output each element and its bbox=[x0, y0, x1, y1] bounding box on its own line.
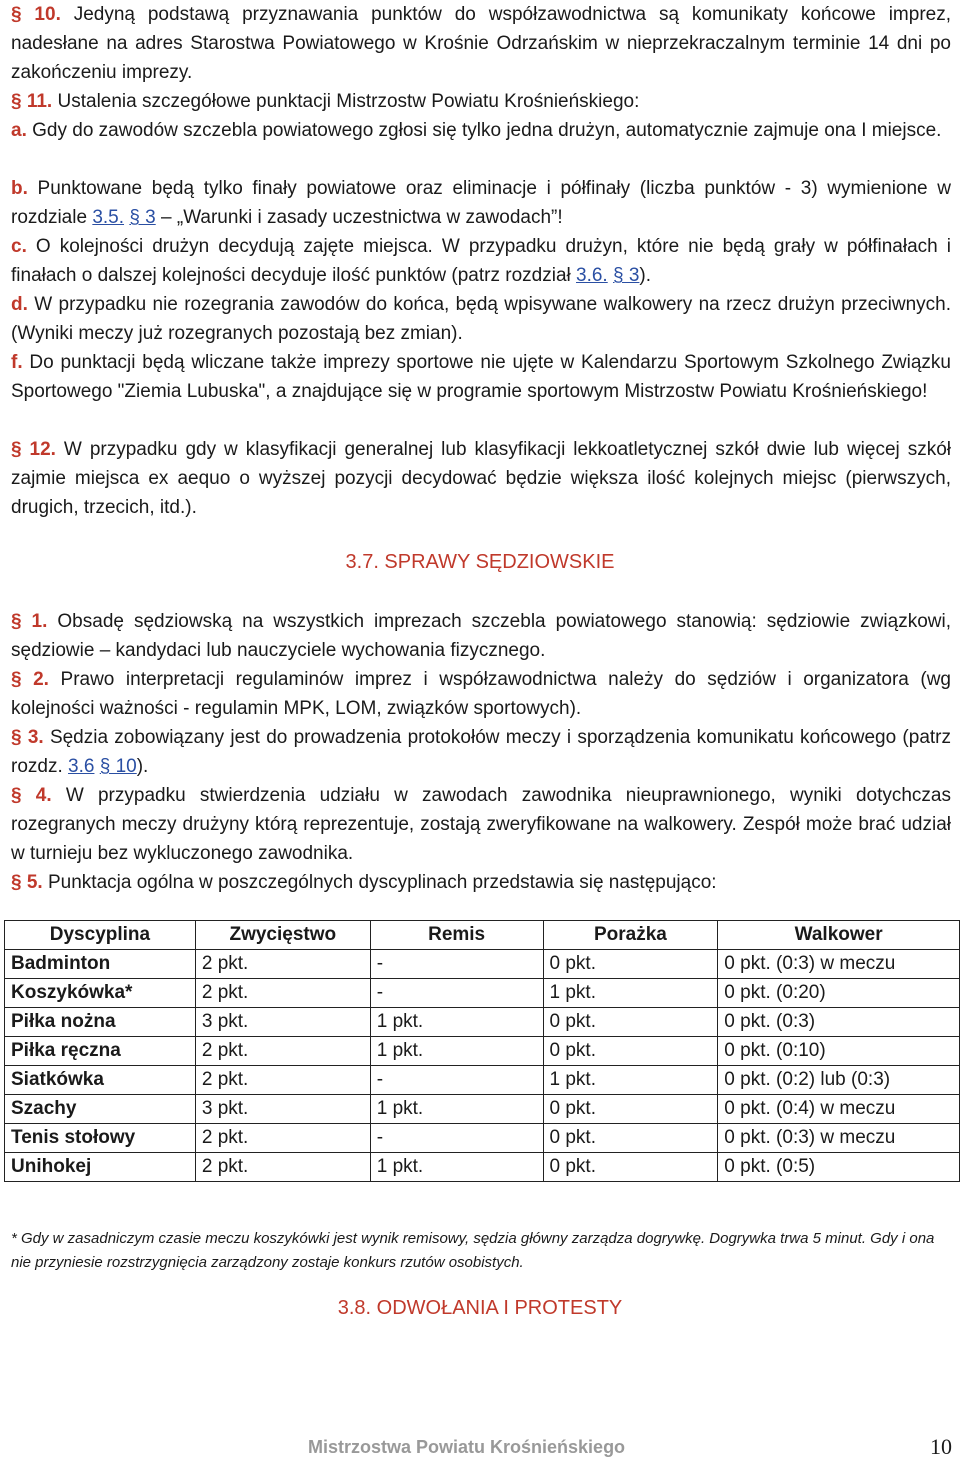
paragraph-text: Ustalenia szczegółowe punktacji Mistrzostw Powiatu Krośnieńskiego: bbox=[57, 91, 640, 112]
section-heading-3-8: 3.8. ODWOŁANIA I PROTESTY bbox=[337, 1297, 623, 1319]
cell-draw: 1 pkt. bbox=[370, 1008, 543, 1037]
item-label: f. bbox=[11, 352, 23, 373]
table-row bbox=[5, 1066, 960, 1095]
paragraph-text: W przypadku stwierdzenia udziału w zawodach zawodnika nieuprawnionego, wyniki dotychczas rozegranych meczy drużyny którą reprezentuje, zostają zweryfikowane na walkowery. Zespół może brać udział w turnieju bez wykluczonego zawodnika. bbox=[11, 785, 951, 864]
paragraph-number: § 11. bbox=[11, 91, 53, 112]
paragraph-text: Prawo interpretacji regulaminów imprez i współzawodnictwa należy do sędziów i organizatora (wg kolejności ważności - regulamin MPK, LOM, związków sportowych). bbox=[11, 669, 952, 719]
table-row bbox=[5, 1153, 960, 1182]
item-d bbox=[11, 290, 951, 348]
rule-3 bbox=[11, 723, 951, 781]
item-c bbox=[11, 232, 951, 290]
cell-discipline: Badminton bbox=[5, 950, 196, 979]
cell-win: 2 pkt. bbox=[195, 1124, 370, 1153]
cell-win: 2 pkt. bbox=[195, 1153, 370, 1182]
table-row bbox=[5, 1037, 960, 1066]
paragraph-number: § 2. bbox=[11, 669, 49, 690]
paragraph-number: § 3. bbox=[11, 727, 44, 748]
item-a bbox=[11, 116, 951, 145]
item-text: O kolejności drużyn decydują zajęte miejsca. W przypadku drużyn, które nie będą grały w półfinałach i finałach o dalszej kolejności decyduje ilość punktów (patrz rozdział bbox=[11, 236, 951, 286]
item-text: Do punktacji będą wliczane także imprezy sportowe nie ujęte w Kalendarzu Sportowym Szkolnego Związku Sportowego "Ziemia Lubuska", a znajdujące się w programie sportowym Mistrzostw Powiatu Krośnieńskiego! bbox=[11, 352, 951, 402]
cell-win: 3 pkt. bbox=[195, 1008, 370, 1037]
item-tail: ). bbox=[639, 265, 652, 286]
item-tail: – „Warunki i zasady uczestnictwa w zawodach”! bbox=[161, 207, 563, 228]
paragraph-number: § 4. bbox=[11, 785, 52, 806]
cell-loss: 0 pkt. bbox=[543, 1037, 718, 1066]
cell-loss: 0 pkt. bbox=[543, 1008, 718, 1037]
paragraph-number: § 1. bbox=[11, 611, 48, 632]
cell-draw: - bbox=[370, 979, 543, 1008]
table-row bbox=[5, 950, 960, 979]
item-text: Gdy do zawodów szczebla powiatowego zgłosi się tylko jedna drużyn, automatycznie zajmuje ona I miejsce. bbox=[32, 120, 942, 141]
cell-draw: - bbox=[370, 950, 543, 979]
cell-draw: - bbox=[370, 1066, 543, 1095]
footer-title: Mistrzostwa Powiatu Krośnieńskiego bbox=[308, 1437, 626, 1457]
cell-discipline: Unihokej bbox=[5, 1153, 196, 1182]
section-link[interactable]: § 3 bbox=[129, 207, 156, 228]
cell-walkover: 0 pkt. (0:4) w meczu bbox=[718, 1095, 960, 1124]
cell-loss: 0 pkt. bbox=[543, 950, 718, 979]
item-label: a. bbox=[11, 120, 27, 141]
rule-5 bbox=[11, 868, 951, 897]
paragraph-number: § 12. bbox=[11, 439, 56, 460]
table-row bbox=[5, 1124, 960, 1153]
table-row bbox=[5, 1008, 960, 1037]
cell-win: 2 pkt. bbox=[195, 1066, 370, 1095]
cell-win: 2 pkt. bbox=[195, 979, 370, 1008]
cell-win: 3 pkt. bbox=[195, 1095, 370, 1124]
scoring-table bbox=[4, 920, 960, 1182]
cell-discipline: Szachy bbox=[5, 1095, 196, 1124]
item-label: c. bbox=[11, 236, 27, 257]
chapter-link[interactable]: 3.5. bbox=[92, 207, 125, 228]
section-link[interactable]: § 10 bbox=[99, 756, 137, 777]
paragraph-text: Obsadę sędziowską na wszystkich imprezach szczebla powiatowego stanowią: sędziowie związkowi, sędziowie – kandydaci lub nauczyciele wychowania fizycznego. bbox=[11, 611, 951, 661]
table-header-row bbox=[5, 921, 960, 950]
header-loss: Porażka bbox=[543, 921, 718, 950]
cell-discipline: Koszykówka* bbox=[5, 979, 196, 1008]
cell-draw: 1 pkt. bbox=[370, 1037, 543, 1066]
paragraph-10 bbox=[11, 0, 951, 87]
chapter-link[interactable]: 3.6. bbox=[576, 265, 608, 286]
item-b bbox=[11, 174, 951, 232]
paragraph-text: W przypadku gdy w klasyfikacji generalnej lub klasyfikacji lekkoatletycznej szkół dwie lub więcej szkół zajmie miejsca ex aequo o wyższej pozycji decydować będzie większa ilość kolejnych miejsc (pierwszych, drugich, trzecich, itd.). bbox=[11, 439, 951, 518]
item-text: Punktowane będą tylko finały powiatowe oraz eliminacje i półfinały (liczba punktów - 3) wymienione w rozdziale bbox=[11, 178, 951, 228]
item-label: d. bbox=[11, 294, 28, 315]
cell-draw: - bbox=[370, 1124, 543, 1153]
paragraph-11 bbox=[11, 87, 951, 116]
rule-2 bbox=[11, 665, 951, 723]
cell-walkover: 0 pkt. (0:3) w meczu bbox=[718, 1124, 960, 1153]
cell-draw: 1 pkt. bbox=[370, 1153, 543, 1182]
cell-walkover: 0 pkt. (0:10) bbox=[718, 1037, 960, 1066]
paragraph-text: Jedyną podstawą przyznawania punktów do współzawodnictwa są komunikaty końcowe imprez, nadesłane na adres Starostwa Powiatowego w Krośnie Odrzańskim w nieprzekraczalnym terminie 14 dni po zakończeniu imprezy. bbox=[11, 4, 952, 83]
table-row bbox=[5, 979, 960, 1008]
item-label: b. bbox=[11, 178, 28, 199]
cell-walkover: 0 pkt. (0:3) w meczu bbox=[718, 950, 960, 979]
page-number: 10 bbox=[930, 1434, 952, 1459]
paragraph-text: Sędzia zobowiązany jest do prowadzenia protokołów meczy i sporządzenia komunikatu końcowego (patrz rozdz. bbox=[11, 727, 951, 777]
cell-loss: 1 pkt. bbox=[543, 979, 718, 1008]
cell-walkover: 0 pkt. (0:3) bbox=[718, 1008, 960, 1037]
header-walkover: Walkower bbox=[718, 921, 960, 950]
cell-discipline: Siatkówka bbox=[5, 1066, 196, 1095]
cell-discipline: Tenis stołowy bbox=[5, 1124, 196, 1153]
cell-loss: 0 pkt. bbox=[543, 1095, 718, 1124]
header-discipline: Dyscyplina bbox=[5, 921, 196, 950]
rule-1 bbox=[11, 607, 951, 665]
cell-loss: 0 pkt. bbox=[543, 1153, 718, 1182]
section-link[interactable]: § 3 bbox=[613, 265, 640, 286]
cell-draw: 1 pkt. bbox=[370, 1095, 543, 1124]
paragraph-text: Punktacja ogólna w poszczególnych dyscyplinach przedstawia się następująco: bbox=[47, 872, 717, 893]
header-win: Zwycięstwo bbox=[195, 921, 370, 950]
cell-discipline: Piłka ręczna bbox=[5, 1037, 196, 1066]
cell-discipline: Piłka nożna bbox=[5, 1008, 196, 1037]
paragraph-12 bbox=[11, 435, 951, 522]
paragraph-number: § 5. bbox=[11, 872, 43, 893]
paragraph-number: § 10. bbox=[11, 4, 61, 25]
cell-walkover: 0 pkt. (0:5) bbox=[718, 1153, 960, 1182]
cell-win: 2 pkt. bbox=[195, 1037, 370, 1066]
cell-loss: 0 pkt. bbox=[543, 1124, 718, 1153]
item-f bbox=[11, 348, 951, 406]
table-row bbox=[5, 1095, 960, 1124]
cell-win: 2 pkt. bbox=[195, 950, 370, 979]
rule-4 bbox=[11, 781, 951, 868]
chapter-link[interactable]: 3.6 bbox=[68, 756, 95, 777]
header-draw: Remis bbox=[370, 921, 543, 950]
paragraph-tail: ). bbox=[136, 756, 149, 777]
cell-loss: 1 pkt. bbox=[543, 1066, 718, 1095]
section-heading-3-7: 3.7. SPRAWY SĘDZIOWSKIE bbox=[345, 551, 615, 573]
table-footnote: * Gdy w zasadniczym czasie meczu koszykówki jest wynik remisowy, sędzia główny zarządza dogrywkę. Dogrywka trwa 5 minut. Gdy i ona nie przyniesie rozstrzygnięcia zarządzony zostaje konkurs rzutów osobistych. bbox=[11, 1230, 935, 1271]
item-text: W przypadku nie rozegrania zawodów do końca, będą wpisywane walkowery na rzecz drużyn przeciwnych. (Wyniki meczy już rozegranych pozostają bez zmian). bbox=[11, 294, 951, 344]
cell-walkover: 0 pkt. (0:20) bbox=[718, 979, 960, 1008]
cell-walkover: 0 pkt. (0:2) lub (0:3) bbox=[718, 1066, 960, 1095]
